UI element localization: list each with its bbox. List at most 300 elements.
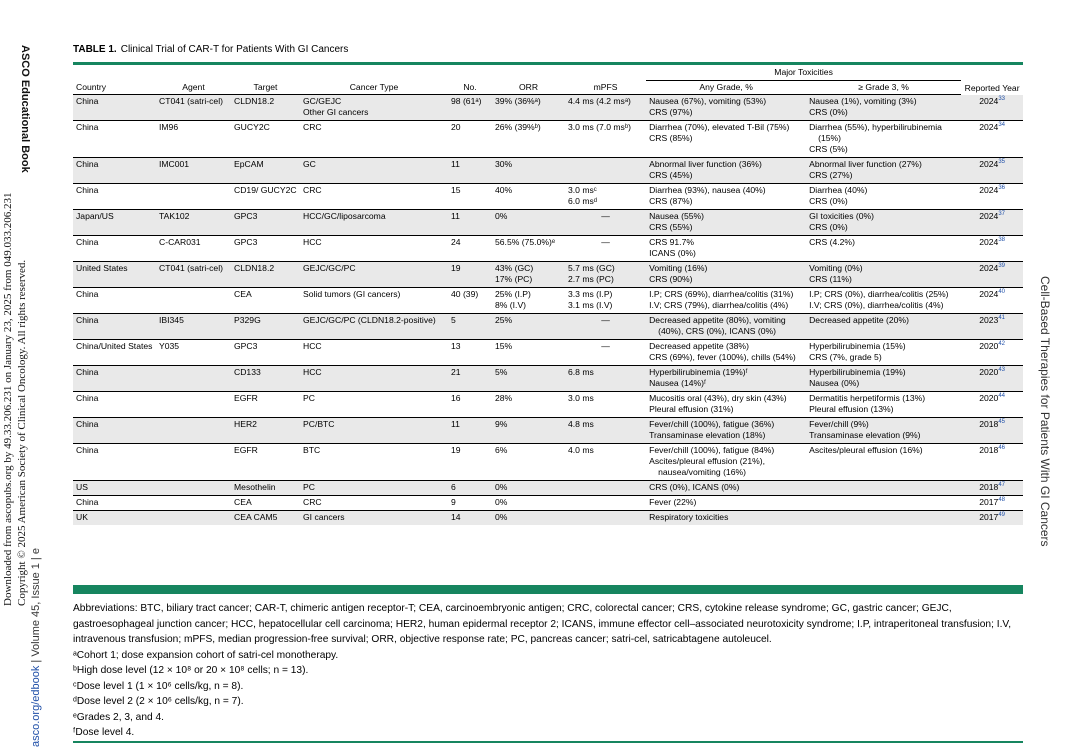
cancer-type-text: GEJC/GC/PC [303,263,356,273]
grade3-text: GI toxicities (0%) [809,211,875,221]
cell-any-grade [646,121,806,158]
cell-year [961,496,1023,511]
cell-target [231,444,300,481]
cell-year [961,95,1023,121]
orr-text: 56.5% (75.0%)ᵉ [495,237,556,247]
country-text: China [76,367,99,377]
cell-cancer-type [300,511,448,526]
grade3-text: CRS (4.2%) [809,237,855,247]
country-text: China [76,289,99,299]
number-text: 9 [451,497,456,507]
grade3-text: Abnormal liver function (27%) [809,159,922,169]
table-row [73,288,1023,314]
grade3-text: CRS (11%) [809,274,852,284]
table-bottom-band [73,585,1023,594]
cell-country [73,184,156,210]
cell-cancer-type [300,418,448,444]
number-text: 11 [451,211,460,221]
target-text: EGFR [234,393,258,403]
year-text: 2023 [979,315,999,325]
number-header: No. [448,81,492,95]
cell-mpfs [565,314,646,340]
any-grade-text: Hyperbilirubinemia (19%)ᶠ [649,367,748,377]
cancer-type-text: Solid tumors (GI cancers) [303,289,401,299]
cancer-type-text: HCC [303,341,322,351]
cancer-type-text: PC [303,482,315,492]
cell-country [73,121,156,158]
cell-agent [156,444,231,481]
cancer-type-text: CRC [303,497,322,507]
cell-grade3 [806,288,961,314]
country-text: China [76,159,99,169]
target-header: Target [231,81,300,95]
year-text: 2024 [979,122,999,132]
country-text: China [76,185,99,195]
cell-cancer-type [300,184,448,210]
footnote: ᵈDose level 2 (2 × 10⁶ cells/kg, n = 7). [73,696,244,707]
number-text: 11 [451,419,460,429]
cell-number [448,288,492,314]
cancer-type-text: HCC/GC/liposarcoma [303,211,386,221]
cell-country [73,496,156,511]
reference-link[interactable]: 43 [998,367,1005,374]
target-text: CEA CAM5 [234,512,278,522]
cell-country [73,418,156,444]
cell-agent [156,314,231,340]
grade3-text: Hyperbilirubinemia (15%) [809,341,906,351]
table-row [73,184,1023,210]
table-row [73,496,1023,511]
grade3-text: CRS (0%) [809,107,848,117]
grade3-text: CRS (7%, grade 5) [809,352,882,362]
orr-text: 25% (I.P) [495,289,531,299]
copyright-notice: Copyright © 2025 American Society of Clinical Oncology. All rights reserved. [16,259,28,606]
table-row [73,158,1023,184]
any-grade-text: CRS (87%) [649,196,693,206]
download-notice: Downloaded from ascopubs.org by 49.33.206.231 on January 23, 2025 from 049.033.206.231 [2,192,14,606]
top-rule [73,62,1023,65]
cell-mpfs [565,366,646,392]
mpfs-text: 4.8 ms [568,419,594,429]
orr-text: 9% [495,419,508,429]
cell-target [231,314,300,340]
grade3-text: Nausea (1%), vomiting (3%) [809,96,917,106]
cell-grade3 [806,496,961,511]
country-text: China [76,122,99,132]
cell-mpfs [565,262,646,288]
cell-any-grade [646,158,806,184]
cell-year [961,262,1023,288]
any-grade-text: CRS (55%) [649,222,693,232]
cell-agent [156,236,231,262]
header-row-1 [73,66,1023,81]
any-grade-text: CRS (0%), ICANS (0%) [649,482,740,492]
cell-cancer-type [300,481,448,496]
cell-mpfs [565,210,646,236]
reference-link[interactable]: 41 [998,315,1005,322]
cell-cancer-type [300,95,448,121]
cell-year [961,418,1023,444]
header-row-2 [73,81,1023,95]
orr-text: 15% [495,341,513,351]
reference-link[interactable]: 44 [998,393,1005,400]
cell-orr [492,481,565,496]
number-text: 40 (39) [451,289,479,299]
cell-country [73,392,156,418]
any-grade-header: Any Grade, % [646,81,806,95]
cell-target [231,496,300,511]
table-row [73,121,1023,158]
grade3-text: Decreased appetite (20%) [809,315,909,325]
orr-text: 5% [495,367,508,377]
table-caption [73,44,348,55]
cell-cancer-type [300,210,448,236]
number-text: 19 [451,263,461,273]
mpfs-text: 2.7 ms (PC) [568,274,614,284]
grade3-text: Diarrhea (40%) [809,185,868,195]
country-text: China [76,393,99,403]
cell-any-grade [646,95,806,121]
table-row [73,262,1023,288]
table-row [73,418,1023,444]
cell-agent [156,340,231,366]
country-header: Country [73,81,156,95]
cell-number [448,481,492,496]
cell-agent [156,288,231,314]
cell-any-grade [646,418,806,444]
reference-link[interactable]: 40 [998,289,1005,296]
year-text: 2024 [979,159,999,169]
any-grade-text: Nausea (55%) [649,211,705,221]
table-row [73,444,1023,481]
table-row [73,340,1023,366]
footnote: ᶠDose level 4. [73,727,135,738]
grade3-text: Ascites/pleural effusion (16%) [809,445,923,455]
reference-link[interactable]: 33 [998,95,1005,102]
target-text: CLDN18.2 [234,263,275,273]
cell-target [231,121,300,158]
reference-link[interactable]: 48 [998,497,1005,504]
country-text: UK [76,512,88,522]
running-title: Cell-Based Therapies for Patients With GI Cancers [1038,276,1052,547]
cell-target [231,288,300,314]
cell-country [73,314,156,340]
left-margin [0,0,48,747]
any-grade-text: Mucositis oral (43%), dry skin (43%) [649,393,787,403]
journal-name: ASCO Educational Book [19,45,31,173]
reported-year-header: Reported Year [964,82,1020,93]
mpfs-text: 3.3 ms (I.P) [568,289,613,299]
cell-number [448,210,492,236]
orr-text: 6% [495,445,508,455]
cell-number [448,418,492,444]
cell-agent [156,210,231,236]
footnote: ᵃCohort 1; dose expansion cohort of satri-cel monotherapy. [73,649,339,661]
orr-text: 0% [495,211,508,221]
cell-target [231,184,300,210]
reference-link[interactable]: 46 [998,445,1005,452]
year-text: 2017 [979,497,999,507]
edbook-link[interactable]: asco.org/edbook [30,665,42,747]
cell-mpfs [565,418,646,444]
grade3-text: Nausea (0%) [809,378,860,388]
country-text: United States [76,263,128,273]
cell-agent [156,511,231,526]
cell-any-grade [646,288,806,314]
cell-agent [156,95,231,121]
cell-orr [492,314,565,340]
country-text: China/United States [76,341,153,351]
cell-country [73,481,156,496]
table-row [73,511,1023,526]
grade3-text: Dermatitis herpetiformis (13%) [809,393,926,403]
cell-cancer-type [300,288,448,314]
any-grade-text: Vomiting (16%) [649,263,708,273]
reference-link[interactable]: 42 [998,341,1005,348]
cell-agent [156,392,231,418]
any-grade-text: Nausea (14%)ᶠ [649,378,706,388]
cell-target [231,511,300,526]
cell-agent [156,121,231,158]
orr-text: 0% [495,497,508,507]
cell-country [73,444,156,481]
cell-year [961,184,1023,210]
cell-orr [492,511,565,526]
any-grade-text: Fever/chill (100%), fatigue (84%) [649,445,775,455]
any-grade-text: Pleural effusion (31%) [649,404,734,414]
grade3-text: Hyperbilirubinemia (19%) [809,367,906,377]
orr-text: 28% [495,393,513,403]
table-body [73,95,1023,526]
country-text: China [76,315,99,325]
cell-orr [492,392,565,418]
cell-any-grade [646,340,806,366]
abbreviations: Abbreviations: BTC, biliary tract cancer; CAR-T, chimeric antigen receptor-T; CEA, carcinoembryonic antigen; CRC, colorectal cancer; CRS, cytokine release syndrome; GC, gastric cancer; GEJC, gastroesophageal junction cancer; HCC, hepatocellular cell carcinoma; HER2, human epidermal receptor 2; ICANS, immune effector cell–associated neurotoxicity syndrome; I.P, intraperitoneal transfusion; I.V, intravenous transfusion; mPFS, median progression-free survival; ORR, objective response rate; PC, pancreas cancer; satri-cel, satricabtagene autoleucel. [73,603,1012,645]
cancer-type-text: HCC [303,367,322,377]
year-text: 2024 [979,237,999,247]
footnote: ᵉGrades 2, 3, and 4. [73,711,165,723]
mpfs-text: 3.0 ms [568,393,594,403]
reference-link[interactable]: 36 [998,185,1005,192]
cell-grade3 [806,210,961,236]
any-grade-text: Transaminase elevation (18%) [649,430,766,440]
reference-link[interactable]: 39 [998,263,1005,270]
grade3-text: Vomiting (0%) [809,263,863,273]
grade3-text: CRS (5%) [809,144,848,154]
cell-year [961,121,1023,158]
mpfs-text: 5.7 ms (GC) [568,263,615,273]
grade3-text: Fever/chill (9%) [809,419,869,429]
cell-any-grade [646,392,806,418]
cell-cancer-type [300,158,448,184]
mpfs-text: — [601,341,610,351]
cell-any-grade [646,262,806,288]
reference-link[interactable]: 35 [998,159,1005,166]
number-text: 24 [451,237,461,247]
cell-target [231,95,300,121]
country-text: US [76,482,88,492]
number-text: 11 [451,159,460,169]
cell-grade3 [806,262,961,288]
target-text: GPC3 [234,211,258,221]
mpfs-text: 6.0 msᵈ [568,196,598,206]
cell-orr [492,262,565,288]
cell-target [231,210,300,236]
cell-orr [492,340,565,366]
mpfs-text: — [601,211,610,221]
cell-year [961,236,1023,262]
reference-link[interactable]: 34 [998,122,1005,129]
year-text: 2020 [979,341,999,351]
target-text: CD133 [234,367,261,377]
cancer-type-text: CRC [303,185,322,195]
orr-text: 43% (GC) [495,263,534,273]
cell-target [231,158,300,184]
table-notes [73,601,1023,741]
mpfs-text: 4.4 ms (4.2 msᵃ) [568,96,631,106]
agent-text: IBI345 [159,315,184,325]
cell-mpfs [565,288,646,314]
cell-mpfs [565,158,646,184]
orr-text: 0% [495,512,508,522]
cell-number [448,158,492,184]
cell-target [231,262,300,288]
grade3-text: CRS (0%) [809,196,848,206]
any-grade-text: Respiratory toxicities [649,512,729,522]
cell-cancer-type [300,314,448,340]
year-text: 2020 [979,393,999,403]
cell-grade3 [806,236,961,262]
cell-number [448,511,492,526]
table-row [73,366,1023,392]
cell-cancer-type [300,236,448,262]
cell-orr [492,444,565,481]
reference-link[interactable]: 49 [998,512,1005,519]
any-grade-text: Ascites/pleural effusion (21%), nausea/vomiting (16%) [649,456,766,477]
cancer-type-text: GC [303,159,316,169]
cell-orr [492,184,565,210]
orr-text: 40% [495,185,513,195]
cell-orr [492,366,565,392]
volume-issue: | Volume 45, Issue 1 | e [30,548,42,666]
table-title: Clinical Trial of CAR-T for Patients With GI Cancers [120,44,349,55]
cell-orr [492,95,565,121]
cell-number [448,392,492,418]
table-row [73,95,1023,121]
cell-country [73,95,156,121]
any-grade-text: I.V; CRS (79%), diarrhea/colitis (4%) [649,300,789,310]
target-text: CLDN18.2 [234,96,275,106]
grade3-text: Diarrhea (55%), hyperbilirubinemia (15%) [809,122,942,143]
cell-agent [156,496,231,511]
any-grade-text: CRS (85%) [649,133,693,143]
cancer-type-text: CRC [303,122,322,132]
number-text: 19 [451,445,461,455]
cell-country [73,236,156,262]
cell-orr [492,496,565,511]
cell-target [231,366,300,392]
orr-header: ORR [492,81,565,95]
cell-year [961,288,1023,314]
cell-number [448,340,492,366]
reference-link[interactable]: 47 [998,482,1005,489]
table-row [73,481,1023,496]
cell-grade3 [806,95,961,121]
year-text: 2018 [979,419,999,429]
mpfs-text: — [601,237,610,247]
cell-cancer-type [300,366,448,392]
orr-text: 30% [495,159,513,169]
any-grade-text: Decreased appetite (80%), vomiting (40%), CRS (0%), ICANS (0%) [649,315,786,336]
cell-cancer-type [300,340,448,366]
cell-grade3 [806,340,961,366]
cell-country [73,262,156,288]
footnote: ᵇHigh dose level (12 × 10⁸ or 20 × 10⁸ cells; n = 13). [73,665,309,676]
cell-cancer-type [300,121,448,158]
table-row [73,210,1023,236]
cell-number [448,121,492,158]
any-grade-text: CRS (97%) [649,107,693,117]
year-text: 2024 [979,185,999,195]
any-grade-text: CRS (90%) [649,274,693,284]
cell-cancer-type [300,262,448,288]
any-grade-text: Abnormal liver function (36%) [649,159,762,169]
country-text: Japan/US [76,211,114,221]
cell-grade3 [806,184,961,210]
mpfs-text: — [601,315,610,325]
cell-mpfs [565,184,646,210]
country-text: China [76,497,99,507]
target-text: EGFR [234,445,258,455]
any-grade-text: CRS (69%), fever (100%), chills (54%) [649,352,796,362]
cell-agent [156,158,231,184]
agent-text: IM96 [159,122,179,132]
any-grade-text: CRS 91.7% [649,237,694,247]
any-grade-text: Fever (22%) [649,497,697,507]
cell-any-grade [646,184,806,210]
cell-country [73,288,156,314]
cell-number [448,236,492,262]
year-text: 2017 [979,512,999,522]
cell-country [73,158,156,184]
orr-text: 25% [495,315,513,325]
reference-link[interactable]: 45 [998,419,1005,426]
target-text: CEA [234,497,252,507]
mpfs-text: 6.8 ms [568,367,594,377]
agent-text: TAK102 [159,211,190,221]
mpfs-header: mPFS [565,81,646,95]
number-text: 15 [451,185,461,195]
cell-number [448,184,492,210]
cell-target [231,418,300,444]
cell-orr [492,158,565,184]
cell-orr [492,236,565,262]
country-text: China [76,419,99,429]
country-text: China [76,237,99,247]
cell-country [73,511,156,526]
cancer-type-text: GC/GEJC [303,96,342,106]
agent-text: IMC001 [159,159,190,169]
reference-link[interactable]: 37 [998,211,1005,218]
reference-link[interactable]: 38 [998,237,1005,244]
mpfs-text: 3.0 ms (7.0 msᵇ) [568,122,631,132]
cell-year [961,392,1023,418]
number-text: 5 [451,315,456,325]
cell-number [448,314,492,340]
cell-number [448,366,492,392]
footnotes [73,648,1023,741]
cell-number [448,262,492,288]
